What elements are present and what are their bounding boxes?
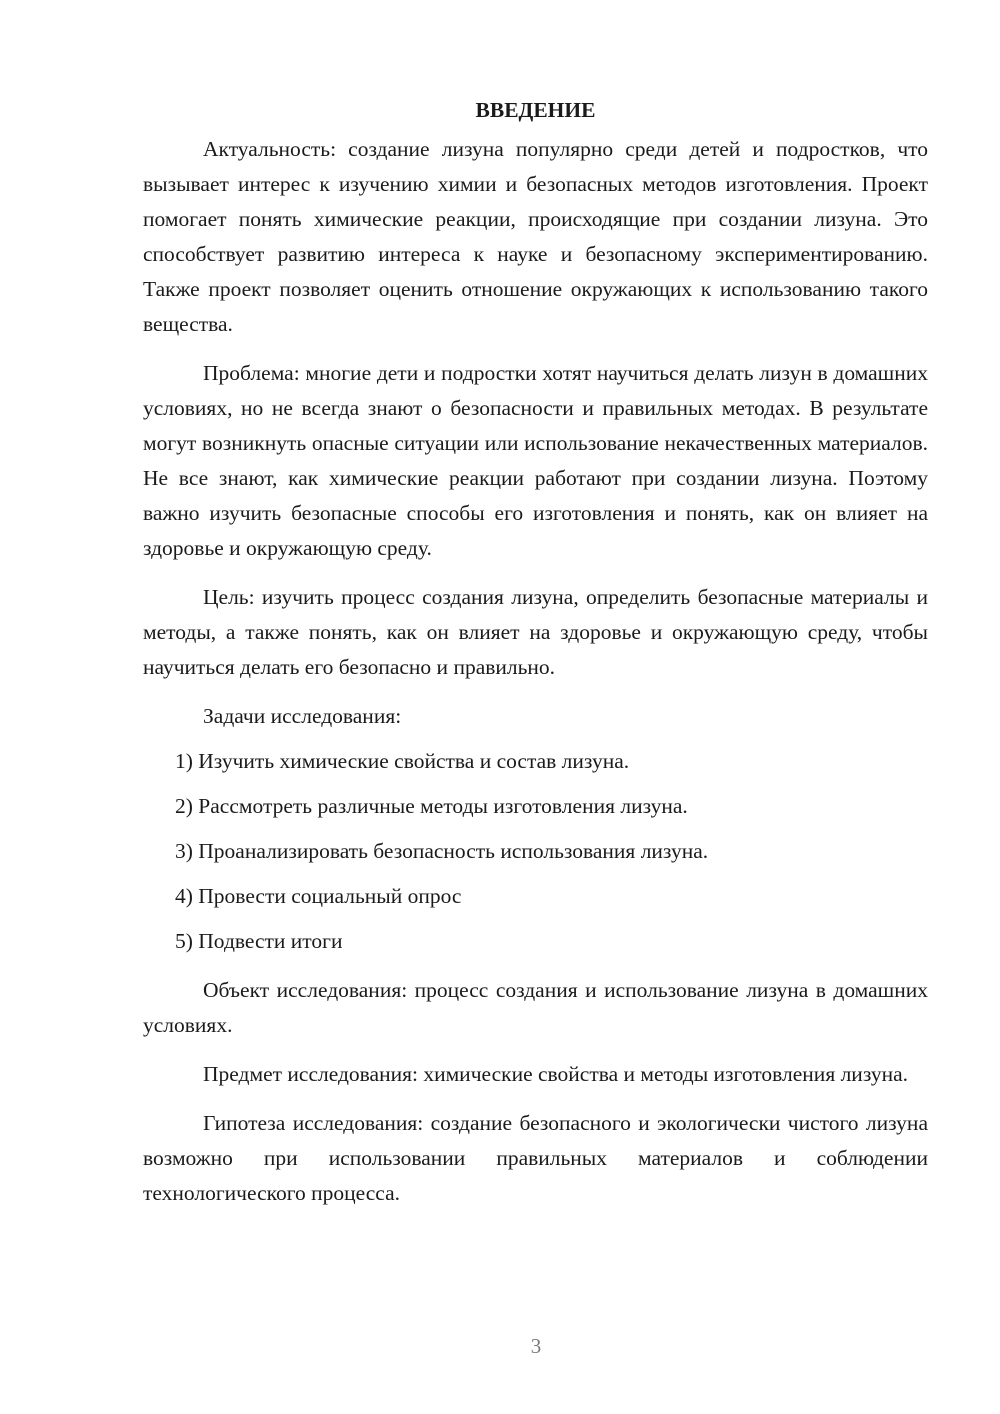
- task-item: 2) Рассмотреть различные методы изготовления лизуна.: [175, 794, 688, 818]
- hypothesis-paragraph: Гипотеза исследования: создание безопасного и экологически чистого лизуна возможно при использовании правильных материалов и соблюдении технологического процесса.: [143, 1111, 928, 1205]
- goal-paragraph: Цель: изучить процесс создания лизуна, определить безопасные материалы и методы, а также понять, как он влияет на здоровье и окружающую среду, чтобы научиться делать его безопасно и правильно.: [143, 585, 928, 679]
- task-item: 3) Проанализировать безопасность использования лизуна.: [175, 839, 709, 863]
- subject-paragraph: Предмет исследования: химические свойства и методы изготовления лизуна.: [203, 1062, 909, 1086]
- page-number: 3: [530, 1334, 542, 1358]
- problem-paragraph: Проблема: многие дети и подростки хотят научиться делать лизун в домашних условиях, но не всегда знают о безопасности и правильных методах. В результате могут возникнуть опасные ситуации или использование некачественных материалов. Не все знают, как химические реакции работают при создании лизуна. Поэтому важно изучить безопасные способы его изготовления и понять, как он влияет на здоровье и окружающую среду.: [143, 361, 928, 560]
- task-item: 5) Подвести итоги: [175, 929, 343, 953]
- document-page: [143, 92, 928, 1225]
- relevance-paragraph: Актуальность: создание лизуна популярно среди детей и подростков, что вызывает интерес к изучению химии и безопасных методов изготовления. Проект помогает понять химические реакции, происходящие при создании лизуна. Это способствует развитию интереса к науке и безопасному экспериментированию. Также проект позволяет оценить отношение окружающих к использованию такого вещества.: [143, 137, 928, 336]
- task-item: 4) Провести социальный опрос: [175, 884, 462, 908]
- section-heading: ВВЕДЕНИЕ: [475, 98, 596, 122]
- object-paragraph: Объект исследования: процесс создания и использование лизуна в домашних условиях.: [143, 978, 928, 1037]
- task-item: 1) Изучить химические свойства и состав лизуна.: [175, 749, 630, 773]
- tasks-title: Задачи исследования:: [203, 704, 402, 728]
